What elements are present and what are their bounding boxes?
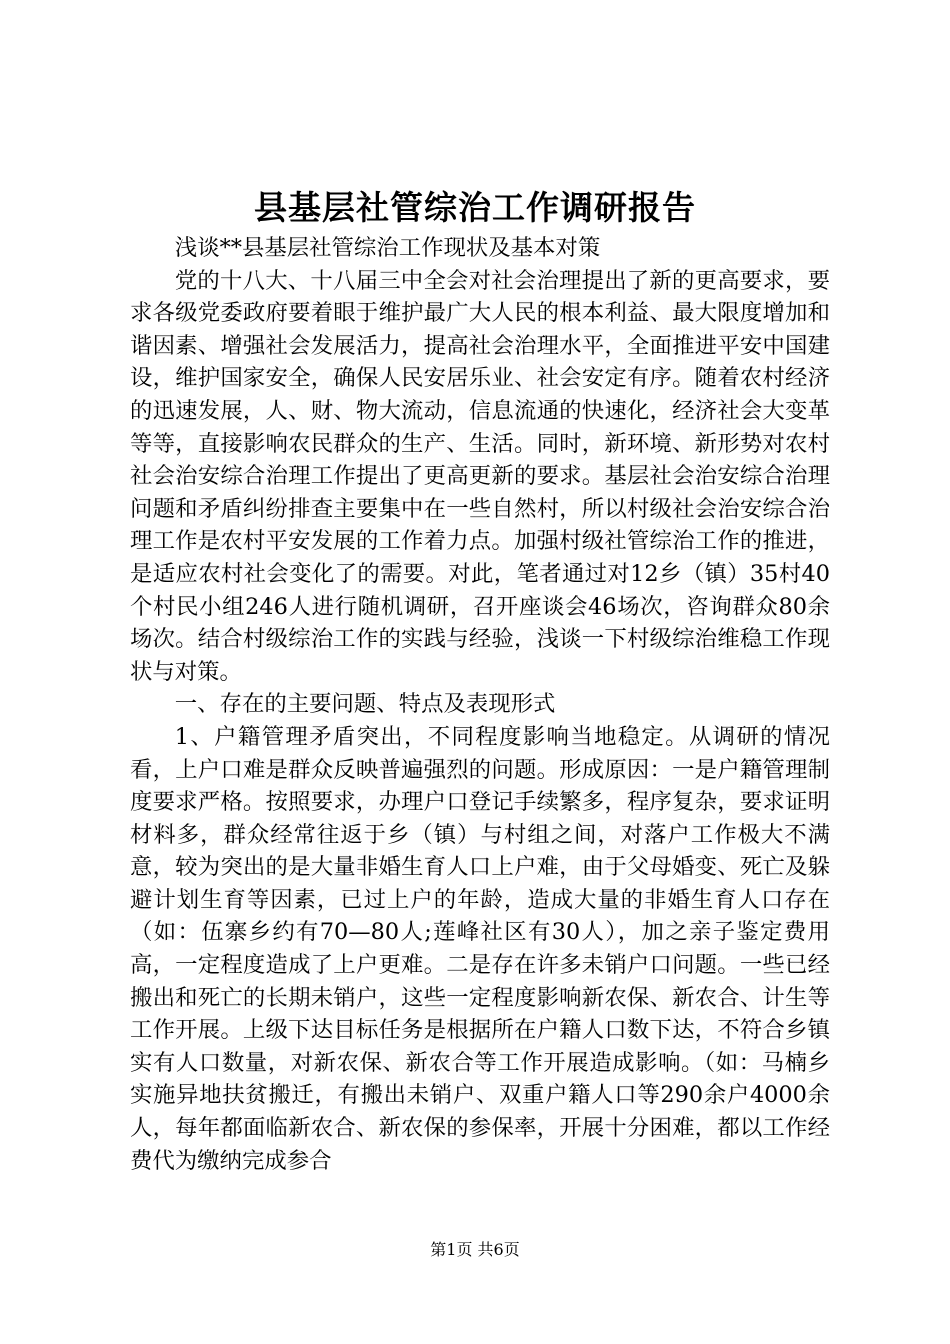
- document-body: [130, 232, 830, 1177]
- subtitle-paragraph: 浅谈**县基层社管综治工作现状及基本对策: [174, 235, 601, 261]
- body-paragraph: 1、户籍管理矛盾突出，不同程度影响当地稳定。从调研的情况看，上户口难是群众反映普遍强烈的问题。形成原因：一是户籍管理制度要求严格。按照要求，办理户口登记手续繁多，程序复杂，要求证明材料多，群众经常往返于乡（镇）与村组之间，对落户工作极大不满意，较为突出的是大量非婚生育人口上户难，由于父母婚变、死亡及躲避计划生育等因素，已过上户的年龄，造成大量的非婚生育人口存在（如：伍寨乡约有70—80人;莲峰社区有30人），加之亲子鉴定费用高，一定程度造成了上户更难。二是存在许多未销户口问题。一些已经搬出和死亡的长期未销户，这些一定程度影响新农保、新农合、计生等工作开展。上级下达目标任务是根据所在户籍人口数下达，不符合乡镇实有人口数量，对新农保、新农合等工作开展造成影响。（如：马楠乡实施异地扶贫搬迁，有搬出未销户、双重户籍人口等290余户4000余人，每年都面临新农合、新农保的参保率，开展十分困难，都以工作经费代为缴纳完成参合: [130, 723, 830, 1174]
- document-title: 县基层社管综治工作调研报告: [254, 188, 696, 227]
- section-heading: 一、存在的主要问题、特点及表现形式: [174, 691, 556, 718]
- page-footer: 第1页 共6页: [430, 1240, 520, 1259]
- body-paragraph: 党的十八大、十八届三中全会对社会治理提出了新的更高要求，要求各级党委政府要着眼于维护最广大人民的根本利益、最大限度增加和谐因素、增强社会发展活力，提高社会治理水平，全面推进平安中国建设，维护国家安全，确保人民安居乐业、社会安定有序。随着农村经济的迅速发展，人、财、物大流动，信息流通的快速化，经济社会大变革等等，直接影响农民群众的生产、生活。同时，新环境、新形势对农村社会治安综合治理工作提出了更高更新的要求。基层社会治安综合治理问题和矛盾纠纷排查主要集中在一些自然村，所以村级社会治安综合治理工作是农村平安发展的工作着力点。加强村级社管综治工作的推进，是适应农村社会变化了的需要。对此，笔者通过对12乡（镇）35村40个村民小组246人进行随机调研，召开座谈会46场次，咨询群众80余场次。结合村级综治工作的实践与经验，浅谈一下村级综治维稳工作现状与对策。: [130, 267, 830, 685]
